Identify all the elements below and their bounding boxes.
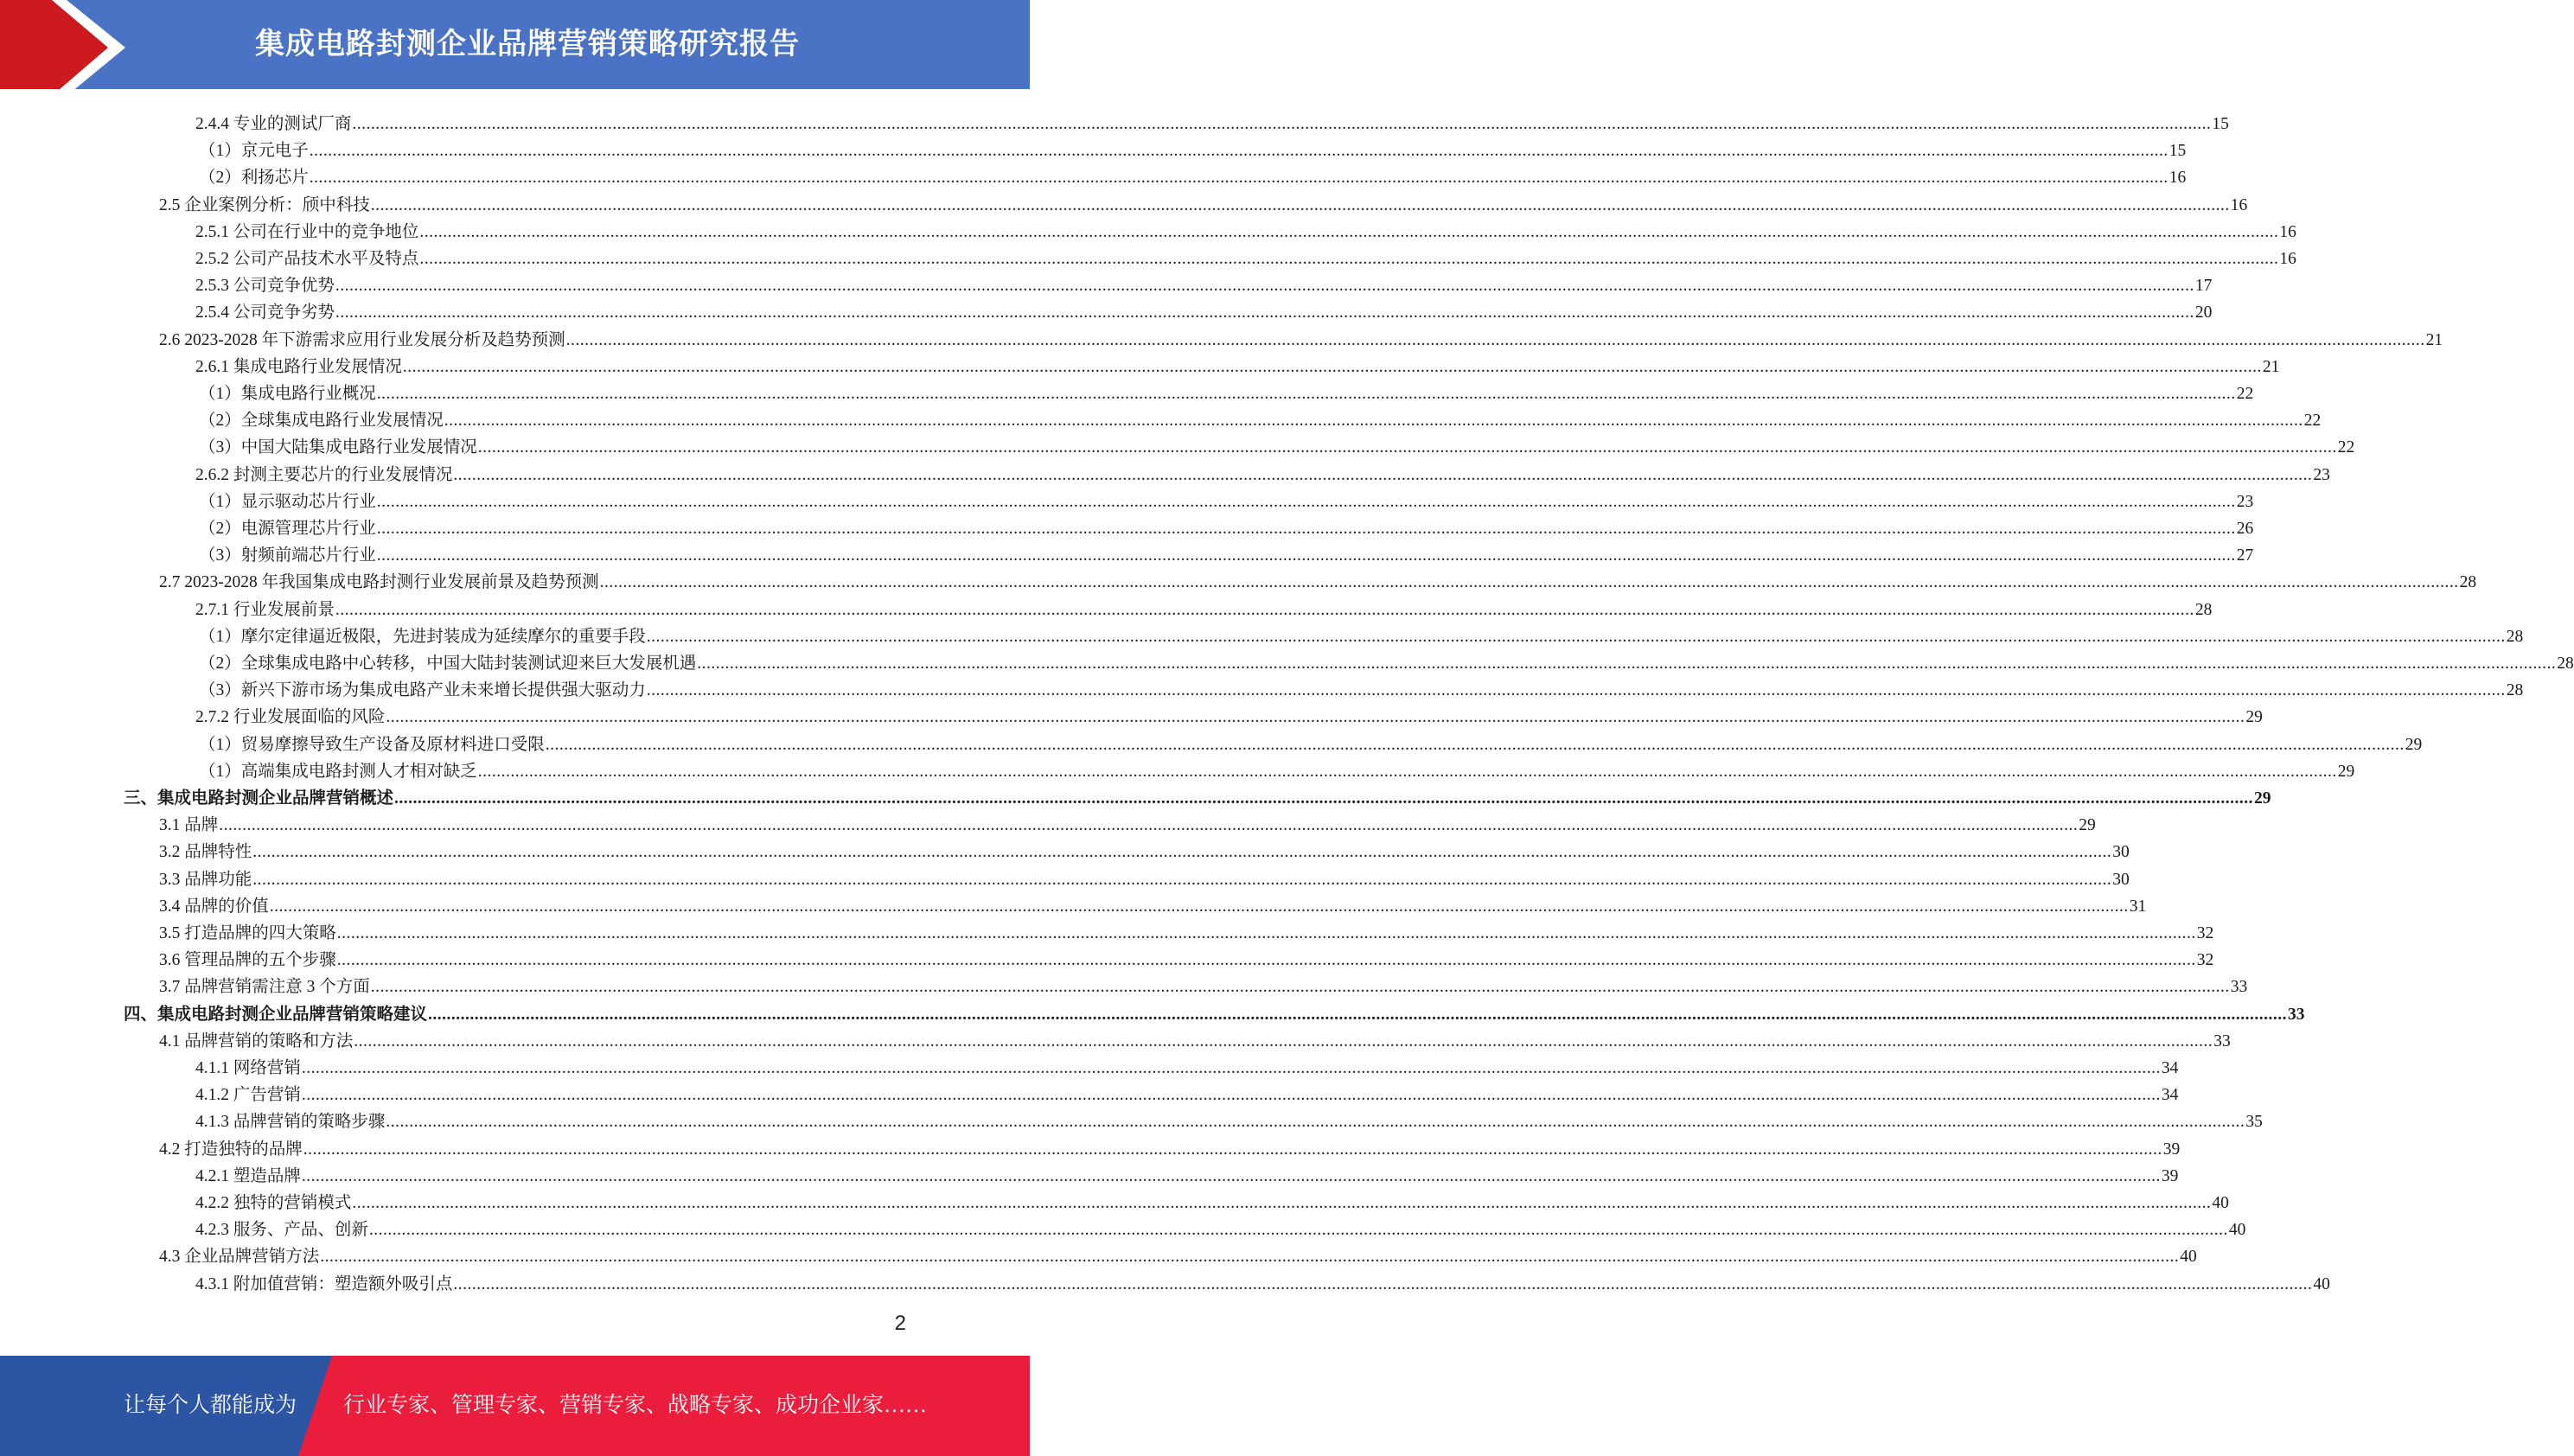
toc-entry[interactable] [159,974,2248,1000]
toc-entry[interactable] [195,1271,2330,1298]
toc-entry-page: 33 [2230,978,2248,996]
toc-leader-dots: ................................................................................................................................................................................................................................................................................................................................................................................................................ [352,1194,2212,1212]
toc-entry[interactable] [199,407,2322,434]
toc-entry-page: 40 [2228,1221,2246,1239]
toc-entry-label: 2.6.1 集成电路行业发展情况 [195,358,402,376]
toc-entry[interactable] [195,462,2330,489]
toc-entry-page: 20 [2194,303,2213,322]
toc-entry-page: 35 [2245,1113,2263,1131]
toc-entry-label: （2）利扬芯片 [199,169,309,187]
toc-entry-page: 26 [2236,520,2254,538]
toc-leader-dots: ................................................................................................................................................................................................................................................................................................................................................................................................................ [370,978,2230,996]
toc-entry-page: 21 [2425,331,2443,349]
toc-entry[interactable] [199,515,2254,542]
toc-leader-dots: ................................................................................................................................................................................................................................................................................................................................................................................................................ [599,573,2459,591]
toc-entry-page: 27 [2236,546,2254,565]
toc-entry-page: 28 [2557,655,2574,673]
toc-entry[interactable] [195,1082,2179,1108]
toc-entry[interactable] [159,839,2130,865]
toc-entry[interactable] [195,1190,2229,1217]
toc-leader-dots: ................................................................................................................................................................................................................................................................................................................................................................................................................ [376,520,2236,538]
toc-entry[interactable] [199,731,2423,758]
toc-entry-page: 29 [2337,763,2355,781]
toc-entry-label: 3.7 品牌营销需注意 3 个方面 [159,978,370,996]
toc-entry[interactable] [199,489,2254,515]
toc-entry-page: 29 [2245,708,2263,726]
toc-entry-page: 21 [2262,358,2280,376]
toc-entry[interactable] [195,1163,2179,1190]
toc-leader-dots: ................................................................................................................................................................................................................................................................................................................................................................................................................ [269,897,2129,916]
toc-entry-page: 33 [2213,1032,2231,1050]
toc-leader-dots: ................................................................................................................................................................................................................................................................................................................................................................................................................ [419,250,2279,268]
toc-leader-dots: ................................................................................................................................................................................................................................................................................................................................................................................................................ [219,816,2079,834]
toc-entry[interactable] [195,1055,2179,1082]
toc-entry[interactable] [195,597,2213,623]
toc-entry-label: 3.1 品牌 [159,816,219,834]
toc-entry-page: 28 [2506,681,2524,699]
toc-leader-dots: ................................................................................................................................................................................................................................................................................................................................................................................................................ [370,196,2230,214]
toc-entry[interactable] [199,623,2524,650]
toc-entry[interactable] [159,1028,2231,1055]
toc-entry-label: 2.6 2023-2028 年下游需求应用行业发展分析及趋势预测 [159,331,565,349]
toc-entry-page: 17 [2194,277,2213,295]
toc-leader-dots: ................................................................................................................................................................................................................................................................................................................................................................................................................ [376,493,2236,511]
toc-leader-dots: ................................................................................................................................................................................................................................................................................................................................................................................................................ [386,1113,2245,1131]
toc-entry[interactable] [124,785,2271,812]
toc-leader-dots: ................................................................................................................................................................................................................................................................................................................................................................................................................ [309,169,2168,187]
toc-leader-dots: ................................................................................................................................................................................................................................................................................................................................................................................................................ [453,1275,2313,1293]
toc-leader-dots: ................................................................................................................................................................................................................................................................................................................................................................................................................ [301,1086,2161,1104]
toc-entry-label: （1）摩尔定律逼近极限，先进封装成为延续摩尔的重要手段 [199,628,646,646]
toc-entry[interactable] [195,1108,2263,1135]
toc-entry-label: （2）全球集成电路中心转移，中国大陆封装测试迎来巨大发展机遇 [199,655,697,673]
toc-entry-page: 39 [2161,1167,2179,1185]
toc-entry[interactable] [159,1136,2181,1163]
toc-leader-dots: ................................................................................................................................................................................................................................................................................................................................................................................................................ [309,142,2168,160]
toc-entry-page: 33 [2288,1006,2305,1024]
toc-entry[interactable] [199,542,2254,569]
toc-entry-page: 40 [2313,1275,2330,1293]
toc-leader-dots: ................................................................................................................................................................................................................................................................................................................................................................................................................ [336,951,2196,969]
toc-leader-dots: ................................................................................................................................................................................................................................................................................................................................................................................................................ [336,924,2196,942]
toc-leader-dots: ................................................................................................................................................................................................................................................................................................................................................................................................................ [368,1221,2228,1239]
toc-entry-label: （1）显示驱动芯片行业 [199,493,376,511]
toc-entry[interactable] [159,327,2443,354]
toc-entry-label: 2.7.1 行业发展前景 [195,601,335,619]
toc-leader-dots: ................................................................................................................................................................................................................................................................................................................................................................................................................ [335,601,2194,619]
toc-entry-page: 23 [2313,466,2330,484]
toc-leader-dots: ................................................................................................................................................................................................................................................................................................................................................................................................................ [386,708,2245,726]
toc-entry-label: 4.1.2 广告营销 [195,1086,301,1104]
toc-entry-label: （2）全球集成电路行业发展情况 [199,412,444,430]
footer-slogan-left: 让每个人都能成为 [124,1394,297,1417]
toc-entry-page: 30 [2112,871,2130,889]
toc-entry-label: 4.1 品牌营销的策略和方法 [159,1032,354,1050]
toc-entry-page: 40 [2180,1248,2197,1266]
toc-entry-label: 2.4.4 专业的测试厂商 [195,115,352,133]
toc-leader-dots: ................................................................................................................................................................................................................................................................................................................................................................................................................ [402,358,2262,376]
toc-entry[interactable] [195,704,2263,731]
toc-entry-label: 四、集成电路封测企业品牌营销策略建议 [124,1006,428,1024]
toc-entry-label: 3.4 品牌的价值 [159,897,269,916]
toc-entry[interactable] [199,164,2187,191]
toc-entry[interactable] [159,812,2096,839]
toc-entry[interactable] [195,111,2229,137]
toc-entry-label: 4.2.1 塑造品牌 [195,1167,301,1185]
toc-entry-page: 16 [2279,250,2296,268]
toc-entry-label: （1）京元电子 [199,142,309,160]
toc-entry-page: 16 [2168,169,2187,187]
toc-entry[interactable] [199,650,2574,677]
toc-entry-label: 2.5.3 公司竞争优势 [195,277,335,295]
toc-entry[interactable] [199,677,2524,704]
toc-leader-dots: ................................................................................................................................................................................................................................................................................................................................................................................................................ [301,1059,2161,1077]
toc-entry-page: 16 [2230,196,2248,214]
toc-entry-label: 2.5.2 公司产品技术水平及特点 [195,250,419,268]
toc-entry-page: 23 [2236,493,2254,511]
toc-leader-dots: ................................................................................................................................................................................................................................................................................................................................................................................................................ [252,871,2112,889]
report-title: 集成电路封测企业品牌营销策略研究报告 [255,27,800,61]
toc-leader-dots: ................................................................................................................................................................................................................................................................................................................................................................................................................ [394,789,2254,808]
toc-leader-dots: ................................................................................................................................................................................................................................................................................................................................................................................................................ [252,843,2112,861]
toc-entry-page: 22 [2337,438,2355,457]
toc-entry-label: （1）高端集成电路封测人才相对缺乏 [199,763,477,781]
toc-entry-label: 2.7 2023-2028 年我国集成电路封测行业发展前景及趋势预测 [159,573,599,591]
toc-entry[interactable] [195,246,2296,272]
toc-entry-page: 29 [2079,816,2096,834]
toc-entry-label: 4.1.3 品牌营销的策略步骤 [195,1113,386,1131]
toc-entry-page: 28 [2459,573,2477,591]
toc-entry[interactable] [199,758,2355,785]
toc-entry-page: 22 [2236,385,2254,403]
toc-entry-page: 32 [2196,924,2214,942]
toc-entry-label: 2.7.2 行业发展面临的风险 [195,708,386,726]
toc-leader-dots: ................................................................................................................................................................................................................................................................................................................................................................................................................ [301,1167,2161,1185]
toc-entry-label: （3）新兴下游市场为集成电路产业未来增长提供强大驱动力 [199,681,646,699]
toc-entry-page: 29 [2405,736,2423,754]
page-number: 2 [894,1312,906,1335]
toc-entry[interactable] [159,192,2248,219]
toc-entry-label: 3.3 品牌功能 [159,871,252,889]
toc-entry-label: 4.1.1 网络营销 [195,1059,301,1077]
toc-leader-dots: ................................................................................................................................................................................................................................................................................................................................................................................................................ [453,466,2313,484]
toc-entry-label: （1）集成电路行业概况 [199,385,376,403]
toc-entry-label: 3.6 管理品牌的五个步骤 [159,951,336,969]
toc-entry-page: 31 [2129,897,2147,916]
toc-entry-page: 22 [2303,412,2322,430]
toc-entry-label: 4.2.3 服务、产品、创新 [195,1221,368,1239]
toc-leader-dots: ................................................................................................................................................................................................................................................................................................................................................................................................................ [646,628,2506,646]
toc-leader-dots: ................................................................................................................................................................................................................................................................................................................................................................................................................ [565,331,2425,349]
toc-entry-page: 15 [2212,115,2229,133]
toc-entry-label: 三、集成电路封测企业品牌营销概述 [124,789,394,808]
toc-entry-page: 15 [2168,142,2187,160]
toc-entry-label: 2.5 企业案例分析：颀中科技 [159,196,370,214]
toc-entry[interactable] [195,1217,2246,1243]
toc-entry[interactable] [195,272,2213,299]
toc-entry-label: 2.5.1 公司在行业中的竞争地位 [195,223,419,241]
toc-entry-label: 4.3.1 附加值营销：塑造额外吸引点 [195,1275,453,1293]
toc-leader-dots: ................................................................................................................................................................................................................................................................................................................................................................................................................ [354,1032,2213,1050]
toc-entry[interactable] [199,380,2254,407]
toc-entry-page: 39 [2162,1140,2181,1159]
toc-leader-dots: ................................................................................................................................................................................................................................................................................................................................................................................................................ [419,223,2279,241]
toc-entry-label: 4.3 企业品牌营销方法 [159,1248,320,1266]
toc-leader-dots: ................................................................................................................................................................................................................................................................................................................................................................................................................ [646,681,2506,699]
toc-entry[interactable] [195,299,2213,326]
toc-entry-page: 28 [2194,601,2213,619]
toc-leader-dots: ................................................................................................................................................................................................................................................................................................................................................................................................................ [477,438,2337,457]
toc-entry-page: 34 [2161,1059,2179,1077]
toc-entry-label: 2.5.4 公司竞争劣势 [195,303,335,322]
toc-entry-page: 16 [2279,223,2296,241]
toc-leader-dots: ................................................................................................................................................................................................................................................................................................................................................................................................................ [444,412,2303,430]
toc-leader-dots: ................................................................................................................................................................................................................................................................................................................................................................................................................ [428,1006,2288,1024]
toc-leader-dots: ................................................................................................................................................................................................................................................................................................................................................................................................................ [477,763,2337,781]
toc-entry[interactable] [195,219,2296,246]
toc-entry[interactable] [159,1243,2197,1270]
toc-entry-page: 29 [2254,789,2271,808]
toc-entry-label: （3）射频前端芯片行业 [199,546,376,565]
toc-entry-page: 34 [2161,1086,2179,1104]
toc-entry-page: 28 [2506,628,2524,646]
toc-entry-label: （3）中国大陆集成电路行业发展情况 [199,438,477,457]
toc-entry-label: 2.6.2 封测主要芯片的行业发展情况 [195,466,453,484]
toc-leader-dots: ................................................................................................................................................................................................................................................................................................................................................................................................................ [697,655,2557,673]
toc-entry[interactable] [199,434,2355,461]
toc-entry-label: 4.2 打造独特的品牌 [159,1140,303,1159]
toc-entry-label: 4.2.2 独特的营销模式 [195,1194,352,1212]
toc-entry-label: （2）电源管理芯片行业 [199,520,376,538]
toc-leader-dots: ................................................................................................................................................................................................................................................................................................................................................................................................................ [335,303,2194,322]
toc-entry[interactable] [159,947,2214,974]
toc-entry[interactable] [124,1001,2305,1028]
page-header [0,0,1030,96]
toc-entry[interactable] [159,569,2477,596]
toc-entry[interactable] [195,354,2280,380]
toc-entry-label: 3.2 品牌特性 [159,843,252,861]
toc-leader-dots: ................................................................................................................................................................................................................................................................................................................................................................................................................ [320,1248,2180,1266]
toc-entry[interactable] [159,893,2147,920]
toc-entry[interactable] [159,866,2130,893]
toc-leader-dots: ................................................................................................................................................................................................................................................................................................................................................................................................................ [303,1140,2162,1159]
toc-entry[interactable] [159,920,2214,947]
toc-leader-dots: ................................................................................................................................................................................................................................................................................................................................................................................................................ [335,277,2194,295]
toc-leader-dots: ................................................................................................................................................................................................................................................................................................................................................................................................................ [352,115,2212,133]
toc-entry-page: 30 [2112,843,2130,861]
toc-entry-label: 3.5 打造品牌的四大策略 [159,924,336,942]
toc-leader-dots: ................................................................................................................................................................................................................................................................................................................................................................................................................ [545,736,2405,754]
footer-slogan-right: 行业专家、管理专家、营销专家、战略专家、成功企业家…… [343,1394,928,1417]
toc-entry-page: 32 [2196,951,2214,969]
header-divider [0,89,1030,96]
toc-entry[interactable] [199,137,2187,164]
toc-leader-dots: ................................................................................................................................................................................................................................................................................................................................................................................................................ [376,546,2236,565]
page-footer [0,1356,1030,1456]
toc-entry-page: 40 [2212,1194,2229,1212]
toc-entry-label: （1）贸易摩擦导致生产设备及原材料进口受限 [199,736,545,754]
toc-leader-dots: ................................................................................................................................................................................................................................................................................................................................................................................................................ [376,385,2236,403]
